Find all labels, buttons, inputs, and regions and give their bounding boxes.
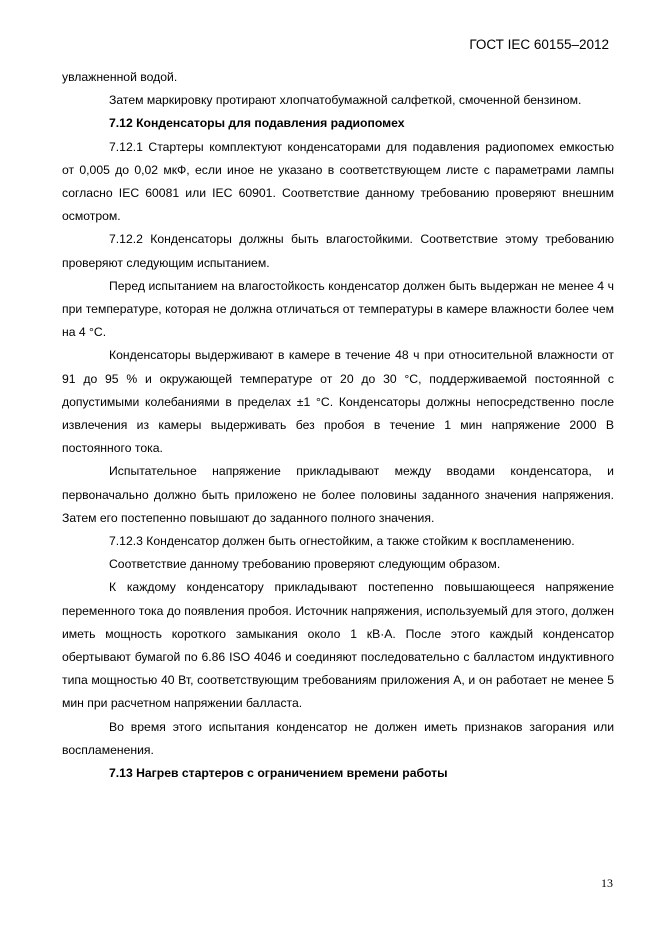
paragraph: Во время этого испытания конденсатор не должен иметь признаков загорания или воспламенения. [62, 719, 614, 757]
paragraph: Перед испытанием на влагостойкость конденсатор должен быть выдержан не менее 4 ч при температуре, которая не должна отличаться от температуры в камере влажности более чем на 4 °С. [62, 278, 614, 340]
paragraph: Затем маркировку протирают хлопчатобумажной салфеткой, смоченной бензином. [109, 93, 582, 108]
section-heading-7-13: 7.13 Нагрев стартеров с ограничением времени работы [109, 766, 448, 781]
paragraph: Конденсаторы выдерживают в камере в течение 48 ч при относительной влажности от 91 до 95 % и окружающей температуре от 20 до 30 °С, поддерживаемой постоянной с допустимыми колебаниями в пределах ±1 °С. Конденсаторы должны непосредственно после извлечения из камеры выдерживать без пробоя в течение 1 мин напряжение 2000 В постоянного тока. [62, 348, 614, 456]
page-number: 13 [601, 876, 613, 890]
paragraph-7-12-2: 7.12.2 Конденсаторы должны быть влагостойкими. Соответствие этому требованию проверяют следующим испытанием. [62, 232, 614, 270]
paragraph: Испытательное напряжение прикладывают между вводами конденсатора, и первоначально должно быть приложено не более половины заданного значения напряжения. Затем его постепенно повышают до заданного полного значения. [62, 464, 614, 525]
document-body [62, 66, 614, 785]
document-code-header: ГОСТ IEC 60155–2012 [469, 37, 609, 52]
paragraph: Соответствие данному требованию проверяют следующим образом. [109, 557, 501, 572]
paragraph-7-12-1: 7.12.1 Стартеры комплектуют конденсаторами для подавления радиопомех емкостью от 0,005 до 0,02 мкФ, если иное не указано в соответствующем листе с параметрами лампы согласно IEC 60081 или IEC 60901. Соответствие данному требованию проверяют внешним осмотром. [62, 139, 614, 224]
paragraph: К каждому конденсатору прикладывают постепенно повышающееся напряжение переменного тока до появления пробоя. Источник напряжения, используемый для этого, должен иметь мощность короткого замыкания около 1 кВ·А. После этого каждый конденсатор обертывают бумагой по 6.86 ISO 4046 и соединяют последовательно с балластом индуктивного типа мощностью 40 Вт, соответствующим требованиям приложения А, и он работает не менее 5 мин при расчетном напряжении балласта. [62, 580, 614, 711]
paragraph-continuation: увлажненной водой. [62, 70, 178, 84]
section-heading-7-12: 7.12 Конденсаторы для подавления радиопомех [109, 116, 405, 131]
paragraph-7-12-3: 7.12.3 Конденсатор должен быть огнестойким, а также стойким к воспламенению. [109, 534, 575, 549]
